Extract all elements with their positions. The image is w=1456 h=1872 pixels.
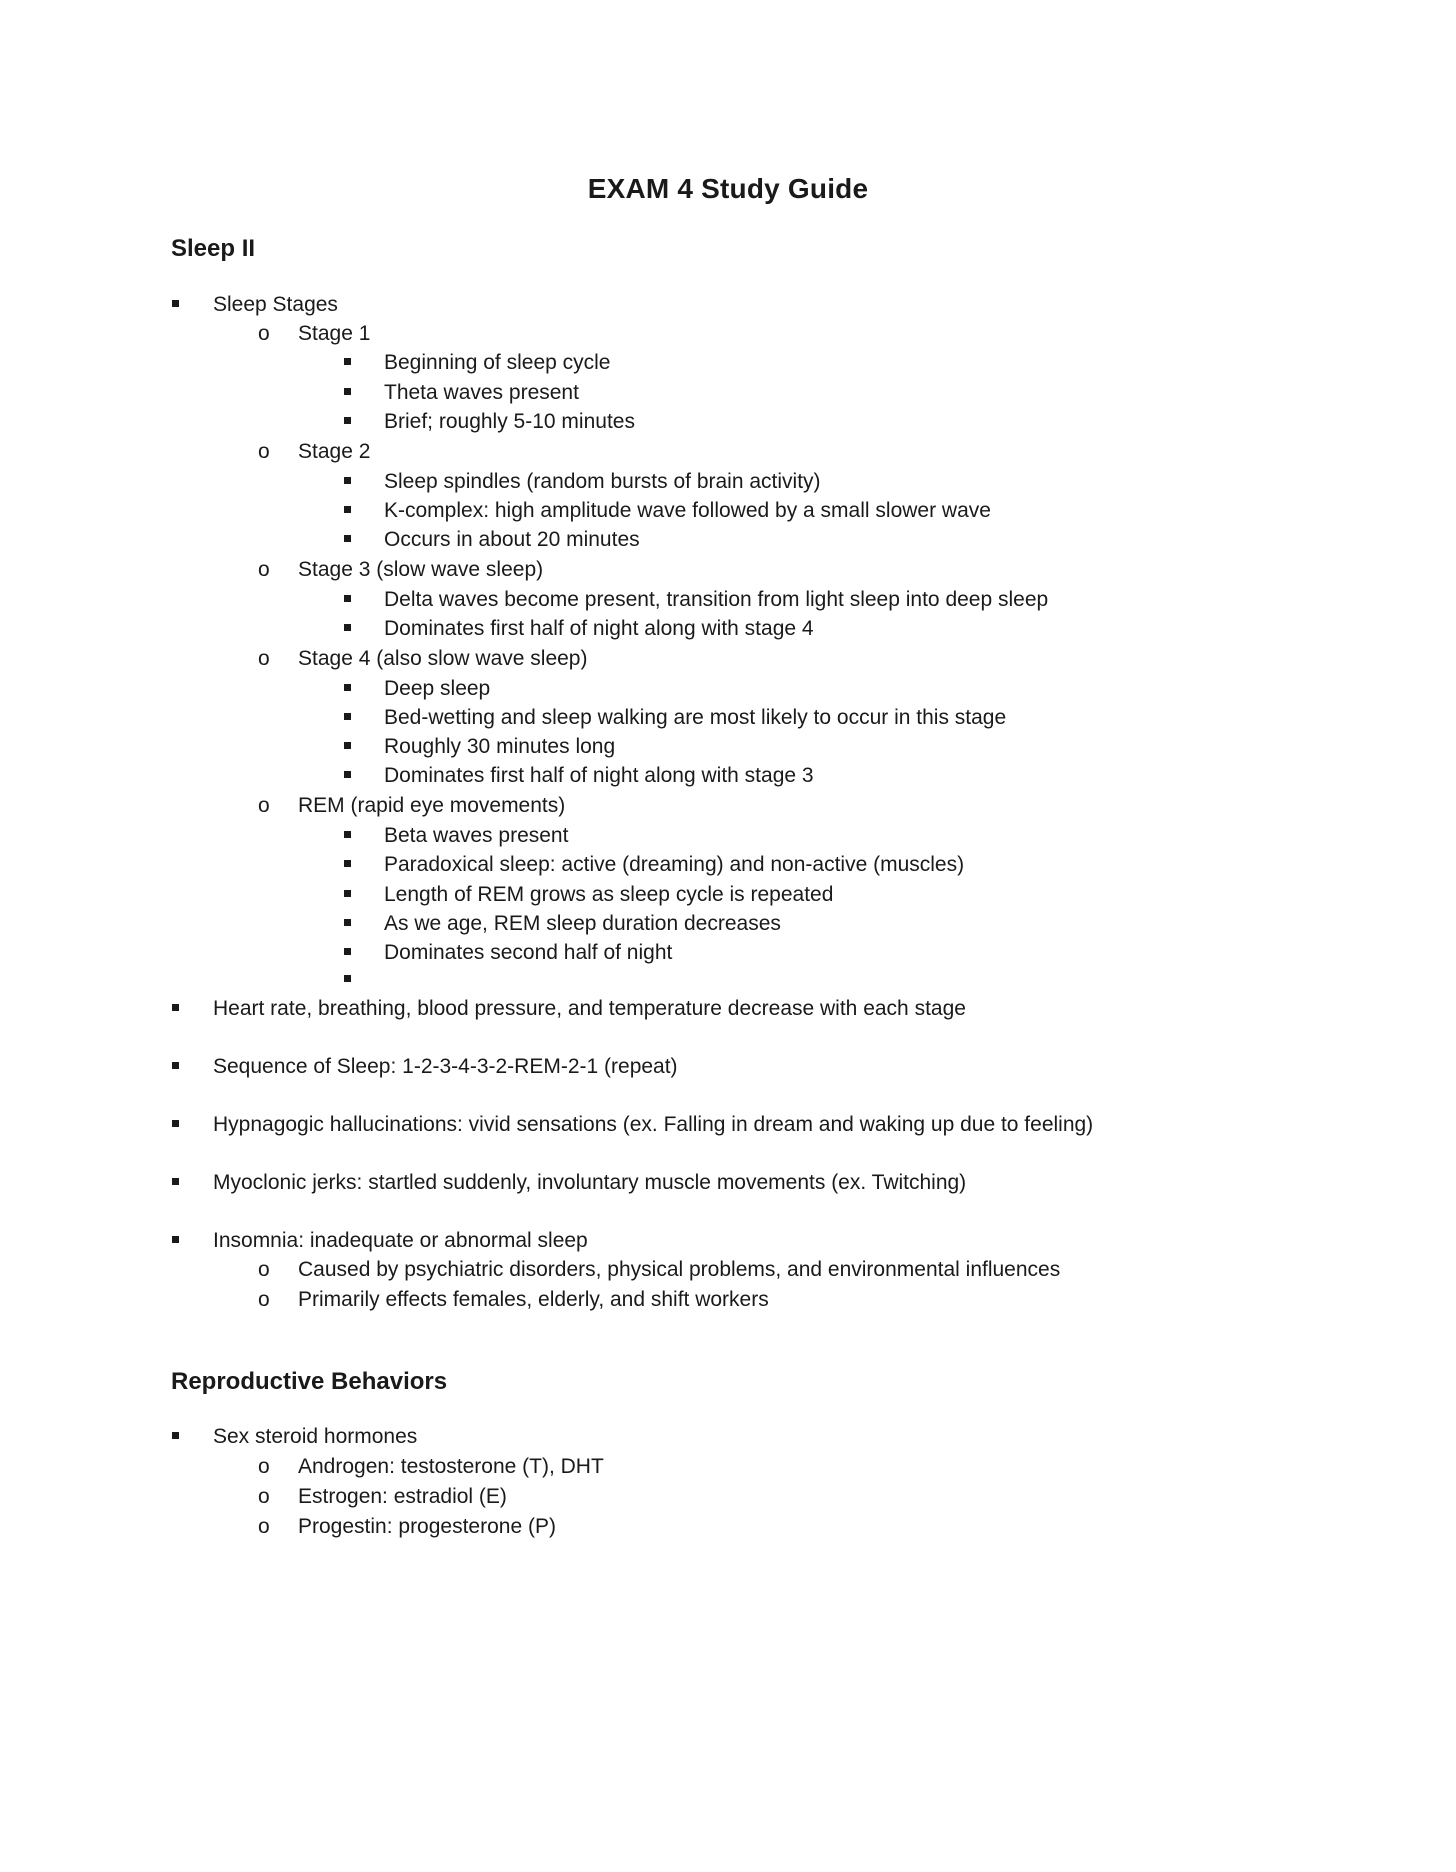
list-item: Beginning of sleep cycle [384, 351, 611, 374]
list-item: Myoclonic jerks: startled suddenly, involuntary muscle movements (ex. Twitching) [213, 1171, 967, 1194]
square-bullet [344, 477, 351, 484]
square-bullet [172, 1432, 179, 1439]
section-heading-sleep: Sleep II [171, 235, 256, 262]
square-bullet [344, 388, 351, 395]
square-bullet [344, 358, 351, 365]
circle-bullet: o [258, 794, 270, 817]
square-bullet [172, 1120, 179, 1127]
list-item: Sequence of Sleep: 1-2-3-4-3-2-REM-2-1 (repeat) [213, 1055, 678, 1078]
list-item: Hypnagogic hallucinations: vivid sensations (ex. Falling in dream and waking up due to feeling) [213, 1113, 1094, 1136]
list-item: Theta waves present [384, 381, 579, 404]
circle-bullet: o [258, 558, 270, 581]
square-bullet [172, 300, 179, 307]
circle-bullet: o [258, 322, 270, 345]
square-bullet [344, 713, 351, 720]
list-item: K-complex: high amplitude wave followed by a small slower wave [384, 499, 991, 522]
square-bullet [344, 831, 351, 838]
list-item: Heart rate, breathing, blood pressure, and temperature decrease with each stage [213, 997, 966, 1020]
square-bullet [172, 1178, 179, 1185]
square-bullet [344, 624, 351, 631]
list-item: Length of REM grows as sleep cycle is repeated [384, 883, 834, 906]
list-item: As we age, REM sleep duration decreases [384, 912, 781, 935]
list-item: Sleep Stages [213, 293, 338, 316]
list-item: Sleep spindles (random bursts of brain activity) [384, 470, 821, 493]
list-item: Estrogen: estradiol (E) [298, 1485, 507, 1508]
list-item: Occurs in about 20 minutes [384, 528, 640, 551]
square-bullet [344, 948, 351, 955]
list-item: Dominates first half of night along with stage 4 [384, 617, 814, 640]
circle-bullet: o [258, 1515, 270, 1538]
list-item: Dominates first half of night along with stage 3 [384, 764, 814, 787]
list-item: Stage 3 (slow wave sleep) [298, 558, 544, 581]
list-item: Progestin: progesterone (P) [298, 1515, 556, 1538]
list-item: Insomnia: inadequate or abnormal sleep [213, 1229, 588, 1252]
circle-bullet: o [258, 1455, 270, 1478]
square-bullet [344, 506, 351, 513]
list-item: Primarily effects females, elderly, and shift workers [298, 1288, 769, 1311]
list-item: Deep sleep [384, 677, 491, 700]
circle-bullet: o [258, 647, 270, 670]
list-item: Brief; roughly 5-10 minutes [384, 410, 635, 433]
list-item: Androgen: testosterone (T), DHT [298, 1455, 604, 1478]
list-item: Dominates second half of night [384, 941, 673, 964]
list-item: Caused by psychiatric disorders, physical problems, and environmental influences [298, 1258, 1061, 1281]
circle-bullet: o [258, 1485, 270, 1508]
square-bullet [344, 742, 351, 749]
square-bullet [344, 919, 351, 926]
list-item: Roughly 30 minutes long [384, 735, 616, 758]
list-item: REM (rapid eye movements) [298, 794, 566, 817]
circle-bullet: o [258, 1258, 270, 1281]
square-bullet [344, 771, 351, 778]
section-heading-reproductive: Reproductive Behaviors [171, 1368, 448, 1395]
square-bullet [344, 595, 351, 602]
square-bullet [344, 417, 351, 424]
list-item: Stage 4 (also slow wave sleep) [298, 647, 588, 670]
square-bullet [344, 684, 351, 691]
list-item: Bed-wetting and sleep walking are most likely to occur in this stage [384, 706, 1007, 729]
square-bullet [344, 890, 351, 897]
list-item: Beta waves present [384, 824, 569, 847]
list-item: Paradoxical sleep: active (dreaming) and non-active (muscles) [384, 853, 965, 876]
square-bullet [344, 860, 351, 867]
square-bullet [172, 1004, 179, 1011]
circle-bullet: o [258, 1288, 270, 1311]
list-item: Sex steroid hormones [213, 1425, 418, 1448]
square-bullet [172, 1236, 179, 1243]
circle-bullet: o [258, 440, 270, 463]
square-bullet [344, 975, 351, 982]
list-item: Stage 1 [298, 322, 371, 345]
square-bullet [344, 535, 351, 542]
list-item: Stage 2 [298, 440, 371, 463]
document-title: EXAM 4 Study Guide [587, 173, 869, 204]
square-bullet [172, 1062, 179, 1069]
list-item: Delta waves become present, transition from light sleep into deep sleep [384, 588, 1049, 611]
